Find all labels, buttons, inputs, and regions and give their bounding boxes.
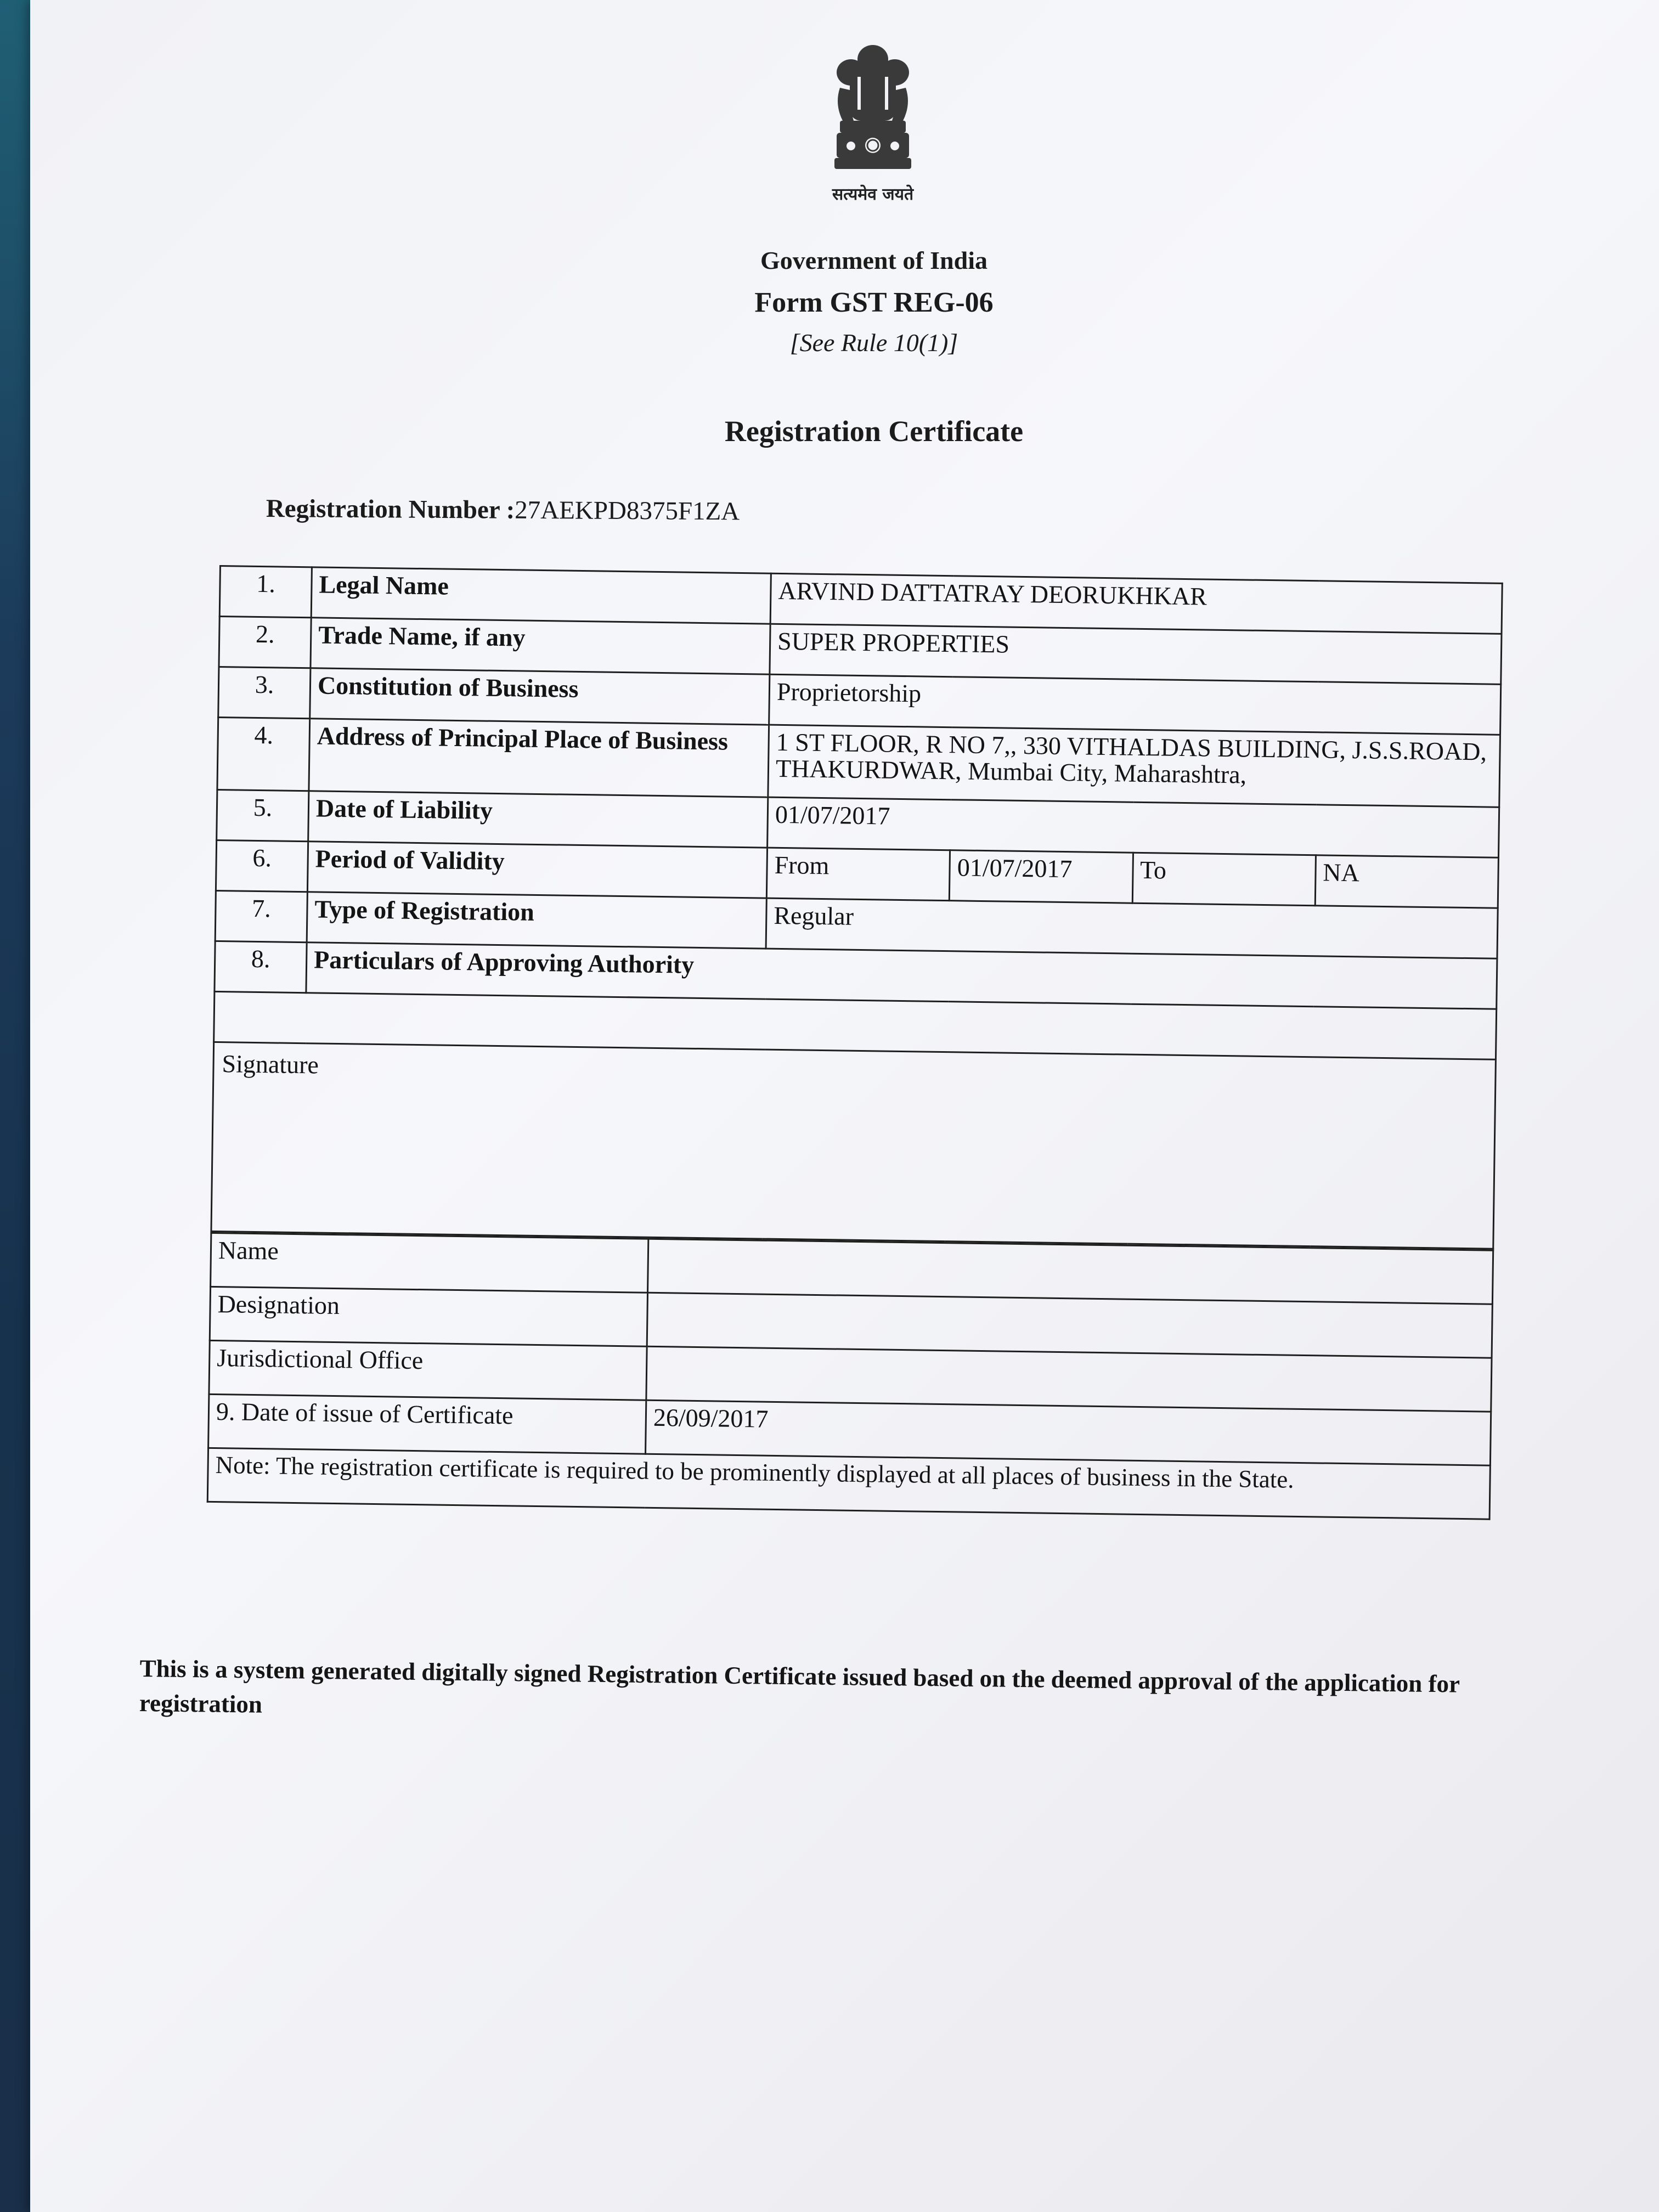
row-value: ARVIND DATTATRAY DEORUKHKAR <box>770 573 1502 634</box>
emblem-motto: सत्यमेव जयते <box>832 185 914 204</box>
row-label: Type of Registration <box>307 892 766 949</box>
row-number: 2. <box>219 617 311 668</box>
row-number: 7. <box>215 890 307 942</box>
row-label: Trade Name, if any <box>311 618 770 674</box>
approving-authority-table <box>207 1232 1494 1520</box>
authority-name-label: Name <box>211 1233 648 1293</box>
form-title: Form GST REG-06 <box>754 287 994 318</box>
registration-details-table <box>210 565 1503 1250</box>
row-value: 1 ST FLOOR, R NO 7,, 330 VITHALDAS BUILDING, J.S.S.ROAD, THAKURDWAR, Mumbai City, Maharashtra, <box>768 725 1500 807</box>
government-heading: Government of India <box>760 246 988 274</box>
row-number: 8. <box>215 941 307 992</box>
row-number: 6. <box>216 840 308 891</box>
row-label: Date of Liability <box>308 791 768 848</box>
display-note: Note: The registration certificate is required to be prominently displayed at all places of business in the State. <box>207 1448 1490 1519</box>
validity-to-value: NA <box>1315 855 1498 909</box>
row-number: 4. <box>217 717 310 791</box>
approving-authority-label: Particulars of Approving Authority <box>306 943 1497 1009</box>
certificate-page <box>30 0 1659 2212</box>
registration-number-label: Registration Number : <box>266 494 515 524</box>
validity-from-label: From <box>766 848 950 901</box>
authority-designation-label: Designation <box>210 1286 647 1346</box>
row-label: Legal Name <box>311 567 771 624</box>
row-number: 5. <box>217 789 309 841</box>
validity-to-label: To <box>1132 853 1316 906</box>
row-label: Address of Principal Place of Business <box>309 719 769 797</box>
row-number: 1. <box>219 566 312 618</box>
issue-date-label: 9. Date of issue of Certificate <box>208 1394 646 1454</box>
signature-label: Signature <box>222 1049 319 1079</box>
certificate-title: Registration Certificate <box>724 415 1024 448</box>
table-row <box>211 1042 1496 1249</box>
jurisdictional-office-label: Jurisdictional Office <box>209 1340 647 1400</box>
rule-reference: [See Rule 10(1)] <box>789 329 958 357</box>
issue-date-value: 26/09/2017 <box>646 1400 1491 1465</box>
row-label: Period of Validity <box>307 842 767 898</box>
system-generated-footer: This is a system generated digitally signed Registration Certificate issued based on the deemed approval of the application for registration <box>139 1654 1460 1718</box>
row-value: Proprietorship <box>769 674 1501 735</box>
row-value: 01/07/2017 <box>768 797 1499 857</box>
row-number: 3. <box>218 667 311 719</box>
row-value: SUPER PROPERTIES <box>770 624 1502 684</box>
national-emblem-icon <box>818 38 928 187</box>
registration-number-value: 27AEKPD8375F1ZA <box>515 495 740 526</box>
row-value: Regular <box>766 898 1498 958</box>
registration-form <box>206 565 1503 1598</box>
signature-box <box>211 1042 1496 1249</box>
registration-number-line <box>266 494 740 526</box>
row-label: Constitution of Business <box>310 668 770 725</box>
validity-from-value: 01/07/2017 <box>950 850 1133 904</box>
